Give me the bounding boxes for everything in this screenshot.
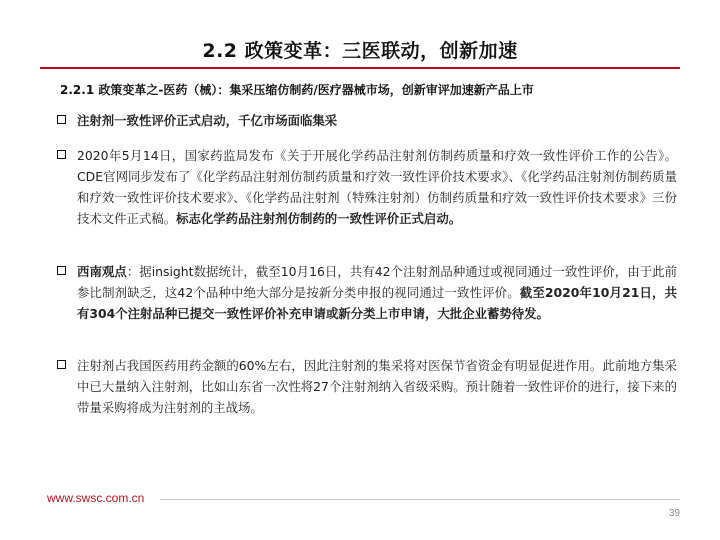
- section-subtitle: 2.2.1 政策变革之-医药（械）：集采压缩仿制药/医疗器械市场，创新审评加速新产品上市: [60, 83, 534, 97]
- bullet-text: [77, 261, 677, 324]
- page-number: 39: [668, 508, 680, 519]
- footer-website-link[interactable]: www.swsc.com.cn: [47, 491, 145, 505]
- bullet-square-icon: [57, 115, 66, 124]
- bullet-text: [77, 145, 677, 229]
- bullet-emphasis: 标志化学药品注射剂仿制药的一致性评价正式启动。: [176, 211, 462, 226]
- bullet-emphasis: 截至2020年10月21日，共有304个注射品种已提交一致性评价补充申请或新分类上市申请，大批企业蓄势待发。: [77, 285, 677, 321]
- bullet-text: 注射剂占我国医药用药金额的60%左右，因此注射剂的集采将对医保节省资金有明显促进作用。此前地方集采中已大量纳入注射剂，比如山东省一次性将27个注射剂纳入省级采购。预计随着一致性评价的进行，接下来的带量采购将成为注射剂的主战场。: [77, 358, 677, 415]
- bullet-text: 注射剂一致性评价正式启动，千亿市场面临集采: [77, 113, 338, 128]
- bullet-body: ：据insight数据统计，截至10月16日，共有42个注射剂品种通过或视同通过一致性评价，由于此前参比制剂缺乏，这42个品种中绝大部分是按新分类申报的视同通过一致性评价。: [77, 264, 677, 300]
- slide-title: 2.2 政策变革：三医联动，创新加速: [202, 40, 518, 62]
- bullet-item-1: [57, 110, 677, 131]
- bullet-square-icon: [57, 150, 66, 159]
- footer-divider: [160, 499, 680, 500]
- bullet-label: 西南观点: [77, 264, 127, 279]
- title-divider: [40, 67, 680, 69]
- bullet-item-3: [57, 261, 677, 324]
- bullet-item-2: [57, 145, 677, 229]
- bullet-square-icon: [57, 266, 66, 275]
- bullet-square-icon: [57, 360, 66, 369]
- bullet-body: 2020年5月14日，国家药监局发布《关于开展化学药品注射剂仿制药质量和疗效一致性评价工作的公告》。CDE官网同步发布了《化学药品注射剂仿制药质量和疗效一致性评价技术要求》、《化学药品注射剂仿制药质量和疗效一致性评价技术要求》、《化学药品注射剂（特殊注射剂）仿制药质量和疗效一致性评价技术要求》三份技术文件正式稿。: [77, 148, 677, 226]
- bullet-item-4: [57, 355, 677, 418]
